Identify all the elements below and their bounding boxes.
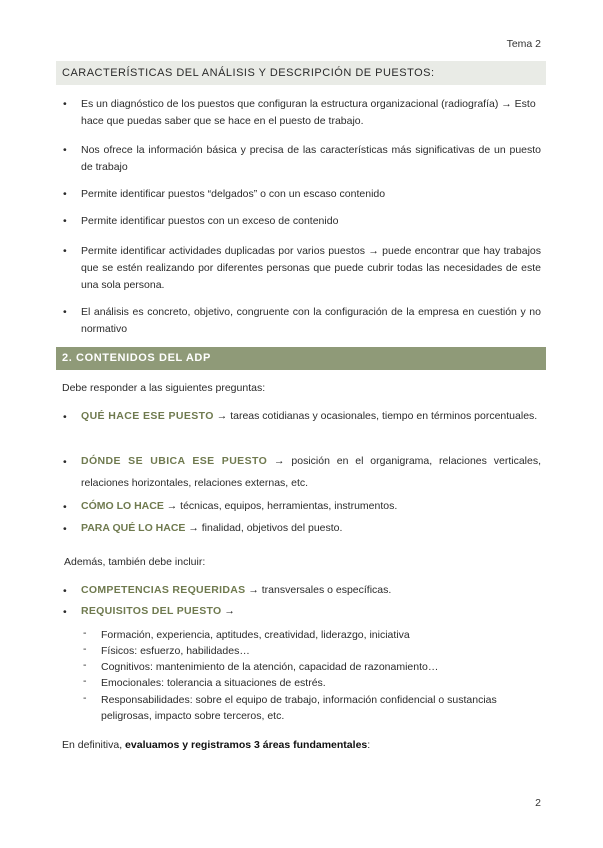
list-item: Es un diagnóstico de los puestos que configuran la estructura organizacional (radiografía) → Esto hace que puedas saber que se hace en el puesto de trabajo. (81, 98, 536, 127)
bullet-mark: • (63, 585, 67, 597)
bullet-mark: • (63, 98, 67, 110)
question-keyword: DÓNDE SE UBICA ESE PUESTO (81, 455, 268, 467)
question-item (81, 450, 541, 494)
dash-mark: - (83, 659, 87, 671)
dash-mark: - (83, 692, 87, 704)
conclusion-suffix: : (367, 739, 371, 751)
conclusion-prefix: En definitiva, (62, 739, 126, 751)
conclusion-bold: evaluamos y registramos 3 áreas fundamentales (125, 739, 368, 751)
bullet-mark: • (63, 188, 67, 200)
header-topic: Tema 2 (506, 38, 541, 50)
bullet-mark: • (63, 523, 67, 535)
requirement-item: Físicos: esfuerzo, habilidades… (101, 645, 250, 657)
list-item: Permite identificar actividades duplicadas por varios puestos → puede encontrar que hay trabajos que se estén realizando por diferentes personas que puede cubrir todas las necesidades de este una sola persona. (81, 245, 541, 291)
section-1-heading: CARACTERÍSTICAS DEL ANÁLISIS Y DESCRIPCIÓN DE PUESTOS: (56, 61, 546, 85)
question-item (81, 517, 541, 539)
bullet-mark: • (63, 501, 67, 513)
requirement-item: Cognitivos: mantenimiento de la atención, capacidad de razonamiento… (101, 661, 439, 673)
bullet-mark: • (63, 245, 67, 257)
include-item (81, 579, 541, 601)
bullet-mark: • (63, 411, 67, 423)
list-item: El análisis es concreto, objetivo, congruente con la configuración de la empresa en cuestión y no normativo (81, 306, 541, 335)
include-text: → (221, 605, 235, 617)
include-text: → transversales o específicas. (245, 584, 392, 596)
bullet-mark: • (63, 306, 67, 318)
include-item (81, 600, 541, 622)
section-2-heading: 2. CONTENIDOS DEL ADP (56, 347, 546, 370)
additional-intro: Además, también debe incluir: (64, 556, 206, 568)
conclusion-sentence (62, 739, 370, 751)
section-2-intro: Debe responder a las siguientes preguntas: (62, 382, 266, 394)
question-text: → técnicas, equipos, herramientas, instrumentos. (163, 500, 398, 512)
dash-mark: - (83, 627, 87, 639)
list-item: Permite identificar puestos con un exceso de contenido (81, 215, 339, 227)
list-item: Permite identificar puestos “delgados” o con un escaso contenido (81, 188, 386, 200)
bullet-mark: • (63, 606, 67, 618)
question-text: → tareas cotidianas y ocasionales, tiempo en términos porcentuales. (213, 410, 538, 422)
requirement-item: Responsabilidades: sobre el equipo de trabajo, información confidencial o sustancias peligrosas, impacto sobre terceros, etc. (101, 694, 497, 722)
include-keyword: COMPETENCIAS REQUERIDAS (81, 584, 246, 596)
include-keyword: REQUISITOS DEL PUESTO (81, 605, 222, 617)
requirement-item: Emocionales: tolerancia a situaciones de estrés. (101, 677, 326, 689)
question-keyword: QUÉ HACE ESE PUESTO (81, 410, 214, 422)
bullet-mark: • (63, 144, 67, 156)
question-text: → finalidad, objetivos del puesto. (185, 522, 343, 534)
bullet-mark: • (63, 215, 67, 227)
question-keyword: PARA QUÉ LO HACE (81, 522, 186, 534)
question-text: → posición en el organigrama, relaciones verticales, relaciones horizontales, relaciones externas, etc. (81, 455, 541, 489)
dash-mark: - (83, 643, 87, 655)
question-keyword: CÓMO LO HACE (81, 500, 164, 512)
bullet-mark: • (63, 456, 67, 468)
question-item (81, 405, 541, 427)
dash-mark: - (83, 675, 87, 687)
requirement-item: Formación, experiencia, aptitudes, creatividad, liderazgo, iniciativa (101, 629, 410, 641)
page-number: 2 (535, 797, 541, 809)
list-item: Nos ofrece la información básica y precisa de las características más significativas de un puesto de trabajo (81, 144, 541, 173)
question-item (81, 495, 541, 517)
